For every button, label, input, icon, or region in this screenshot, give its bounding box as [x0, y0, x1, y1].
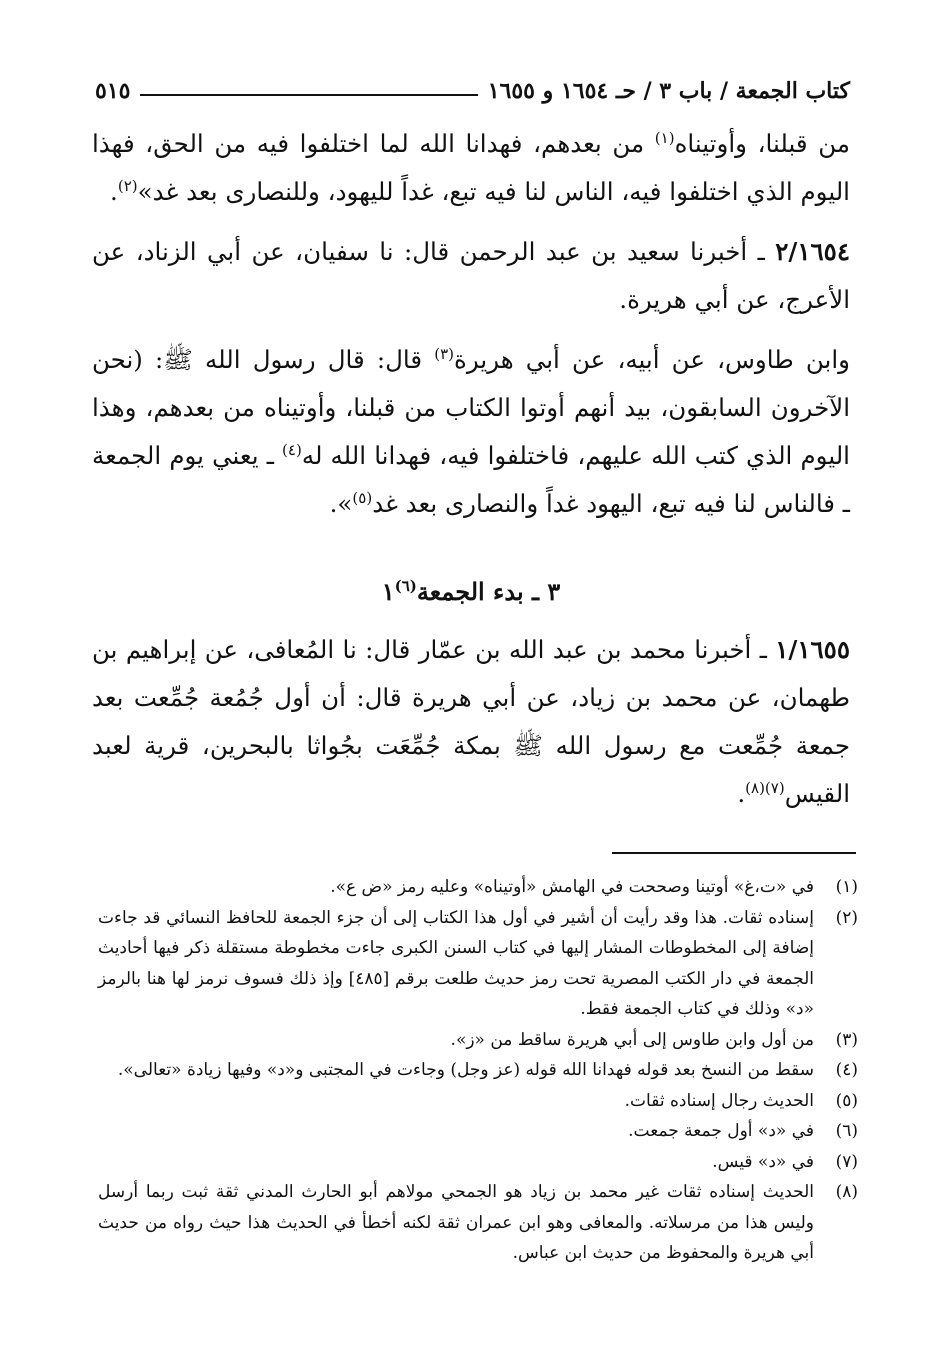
paragraph-continuation: [92, 120, 850, 216]
footnote-label: (٣): [835, 1029, 858, 1050]
footnote: [98, 1086, 858, 1117]
running-header: [95, 74, 850, 108]
footnote: [98, 872, 858, 903]
footnote: [98, 1177, 858, 1269]
text-segment: وابن طاوس، عن أبيه، عن أبي هريرة: [454, 345, 851, 374]
footnote-text: في «د» أول جمعة جمعت.: [628, 1121, 814, 1141]
footnote-ref-1: (١): [654, 128, 675, 147]
text-segment: .: [110, 177, 118, 206]
hadith-text: ـ أخبرنا سعيد بن عبد الرحمن قال: نا سفيان، عن أبي الزناد، عن الأعرج، عن أبي هريرة.: [92, 237, 850, 314]
footnote-label: (٤): [835, 1060, 858, 1080]
text-segment: ـ يعني يوم الجمعة ـ فالناس لنا فيه تبع، اليهود غداً والنصارى بعد غد: [92, 441, 850, 518]
page-number: ٥١٥: [95, 78, 131, 104]
footnote: [98, 1055, 858, 1086]
footnote: [98, 1116, 858, 1147]
text-segment: .: [737, 779, 746, 808]
footnote-label: (٥): [835, 1090, 858, 1111]
hadith-1654-second-chain: [92, 336, 850, 528]
footnote-label: (٧): [835, 1151, 858, 1172]
footnote-text: إسناده ثقات. هذا وقد رأيت أن أشير في أول هذا الكتاب إلى أن جزء الجمعة للحافظ النسائي قد جاءت إضافة إلى المخطوطات المشار إليها في كتاب السنن الكبرى جاءت مخطوطة مستقلة ذكر فيها أحاديث الجمعة في دار الكتب المصرية تحت رمز حديث طلعت برقم [٤٨٥] وإذ ذلك فسوف نرمز لها هنا بالرمز «د» وذلك في كتاب الجمعة فقط.: [98, 907, 814, 1019]
footnote-separator: [612, 852, 856, 854]
footnote-label: (٢): [835, 907, 858, 928]
hadith-1654: [92, 228, 850, 324]
section-heading-text: ٣ ـ بدء الجمعة: [416, 577, 561, 606]
text-segment: من قبلنا، وأوتيناه: [674, 129, 850, 158]
footnote-text: سقط من النسخ بعد قوله فهدانا الله قوله (عز وجل) وجاءت في المجتبى و«د» وفيها زيادة «تعالى».: [117, 1060, 814, 1080]
footnote-text: الحديث رجال إسناده ثقات.: [624, 1090, 814, 1111]
text-segment: قال: قال رسول الله ﷺ: (نحن الآخرون السابقون، بيد أنهم أوتوا الكتاب من قبلنا، وأوتيناه من بعدهم، وهذا اليوم الذي كتب الله عليهم، فاختلفوا فيه، فهدانا الله له: [92, 345, 850, 470]
footnote-text: الحديث إسناده ثقات غير محمد بن زياد هو الجمحي مولاهم أبو الحارث المدني ثقة ثبت ربما أرسل وليس هذا من مرسلاته. والمعافى وهو ابن عمران ثقة لكنه أخطأ في الحديث هذا حيث رواه من حديث أبي هريرة والمحفوظ من حديث ابن عباس.: [98, 1182, 814, 1263]
text-segment: ».: [329, 489, 353, 518]
hadith-1655: [92, 626, 850, 818]
footnote-ref-2: (٢): [117, 176, 138, 195]
hadith-text: ـ أخبرنا محمد بن عبد الله بن عمّار قال: نا المُعافى، عن إبراهيم بن طهمان، عن محمد بن زياد، عن أبي هريرة قال: أن أول جُمُعة جُمِّعت بعد جمعة جُمِّعت مع رسول الله ﷺ بمكة جُمِّعَت بجُواثا بالبحرين، قرية لعبد القيس: [92, 635, 850, 808]
footnote-label: (١): [835, 877, 858, 897]
header-title: كتاب الجمعة / باب ٣ / حـ ١٦٥٤ و ١٦٥٥: [487, 78, 850, 104]
main-text: [92, 120, 850, 830]
footnote-label: (٨): [835, 1182, 858, 1202]
hadith-number: ١/١٦٥٥: [775, 635, 850, 664]
footnote-ref-3: (٣): [434, 344, 455, 363]
section-heading-suffix: ١: [381, 577, 395, 606]
footnote: [98, 903, 858, 1025]
footnote-text: من أول وابن طاوس إلى أبي هريرة ساقط من «ز».: [450, 1029, 814, 1050]
hadith-number: ٢/١٦٥٤: [775, 237, 850, 266]
footnote-ref-4: (٤): [282, 440, 302, 459]
footnote-text: في «د» قيس.: [712, 1151, 814, 1172]
text-segment: من بعدهم، فهدانا الله لما اختلفوا فيه من الحق، فهذا اليوم الذي اختلفوا فيه، الناس لنا فيه تبع، غداً لليهود، وللنصارى بعد غد»: [92, 129, 850, 206]
header-rule: [140, 94, 477, 96]
section-heading: [92, 572, 850, 612]
footnote-text: في «ت،غ» أوتينا وصححت في الهامش «أوتيناه» وعليه رمز «ض ع».: [330, 877, 814, 897]
footnotes: [98, 872, 858, 1269]
footnote: [98, 1025, 858, 1056]
footnote-ref-5: (٥): [352, 488, 373, 507]
footnote: [98, 1147, 858, 1178]
footnote-ref-7-8: (٧)(٨): [745, 778, 785, 797]
footnote-ref-6: (٦): [394, 577, 417, 595]
footnote-label: (٦): [835, 1121, 858, 1141]
